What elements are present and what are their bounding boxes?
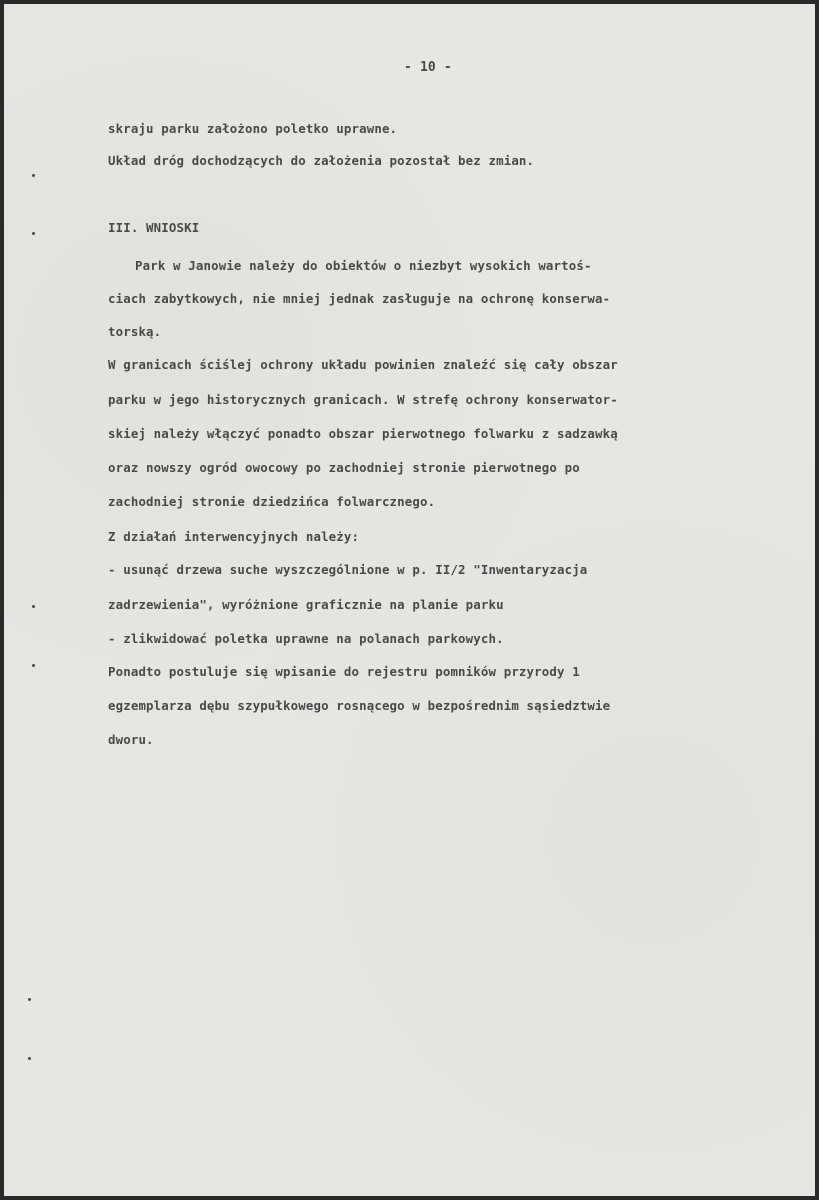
text-line: W granicach ściślej ochrony układu powinien znaleźć się cały obszar [108,357,618,372]
text-line: Ponadto postuluje się wpisanie do rejestru pomników przyrody 1 [108,664,580,679]
margin-dot [32,232,35,235]
text-line: parku w jego historycznych granicach. W strefę ochrony konserwator- [108,392,618,407]
document-page [4,4,815,1196]
list-item-continuation: zadrzewienia", wyróżnione graficznie na planie parku [108,597,504,612]
text-line: dworu. [108,732,154,747]
margin-dot [32,605,35,608]
margin-dot [28,998,31,1001]
list-item: - zlikwidować poletka uprawne na polanach parkowych. [108,631,504,646]
text-line: ciach zabytkowych, nie mniej jednak zasługuje na ochronę konserwa- [108,291,611,306]
list-item: - usunąć drzewa suche wyszczególnione w p. II/2 "Inwentaryzacja [108,562,588,577]
text-line: skiej należy włączyć ponadto obszar pierwotnego folwarku z sadzawką [108,426,618,441]
margin-dot [32,174,35,177]
text-line: Z działań interwencyjnych należy: [108,529,360,544]
margin-dot [32,664,35,667]
text-line: oraz nowszy ogród owocowy po zachodniej stronie pierwotnego po [108,460,580,475]
text-line: skraju parku założono poletko uprawne. [108,121,398,136]
section-heading: III. WNIOSKI [108,220,200,235]
text-line: Układ dróg dochodzących do założenia pozostał bez zmian. [108,153,535,168]
text-line: zachodniej stronie dziedzińca folwarcznego. [108,494,436,509]
text-line: Park w Janowie należy do obiektów o niezbyt wysokich wartoś- [135,258,592,273]
page-number: - 10 - [404,60,452,75]
text-line: egzemplarza dębu szypułkowego rosnącego w bezpośrednim sąsiedztwie [108,698,611,713]
margin-dot [28,1057,31,1060]
text-line: torską. [108,324,162,339]
